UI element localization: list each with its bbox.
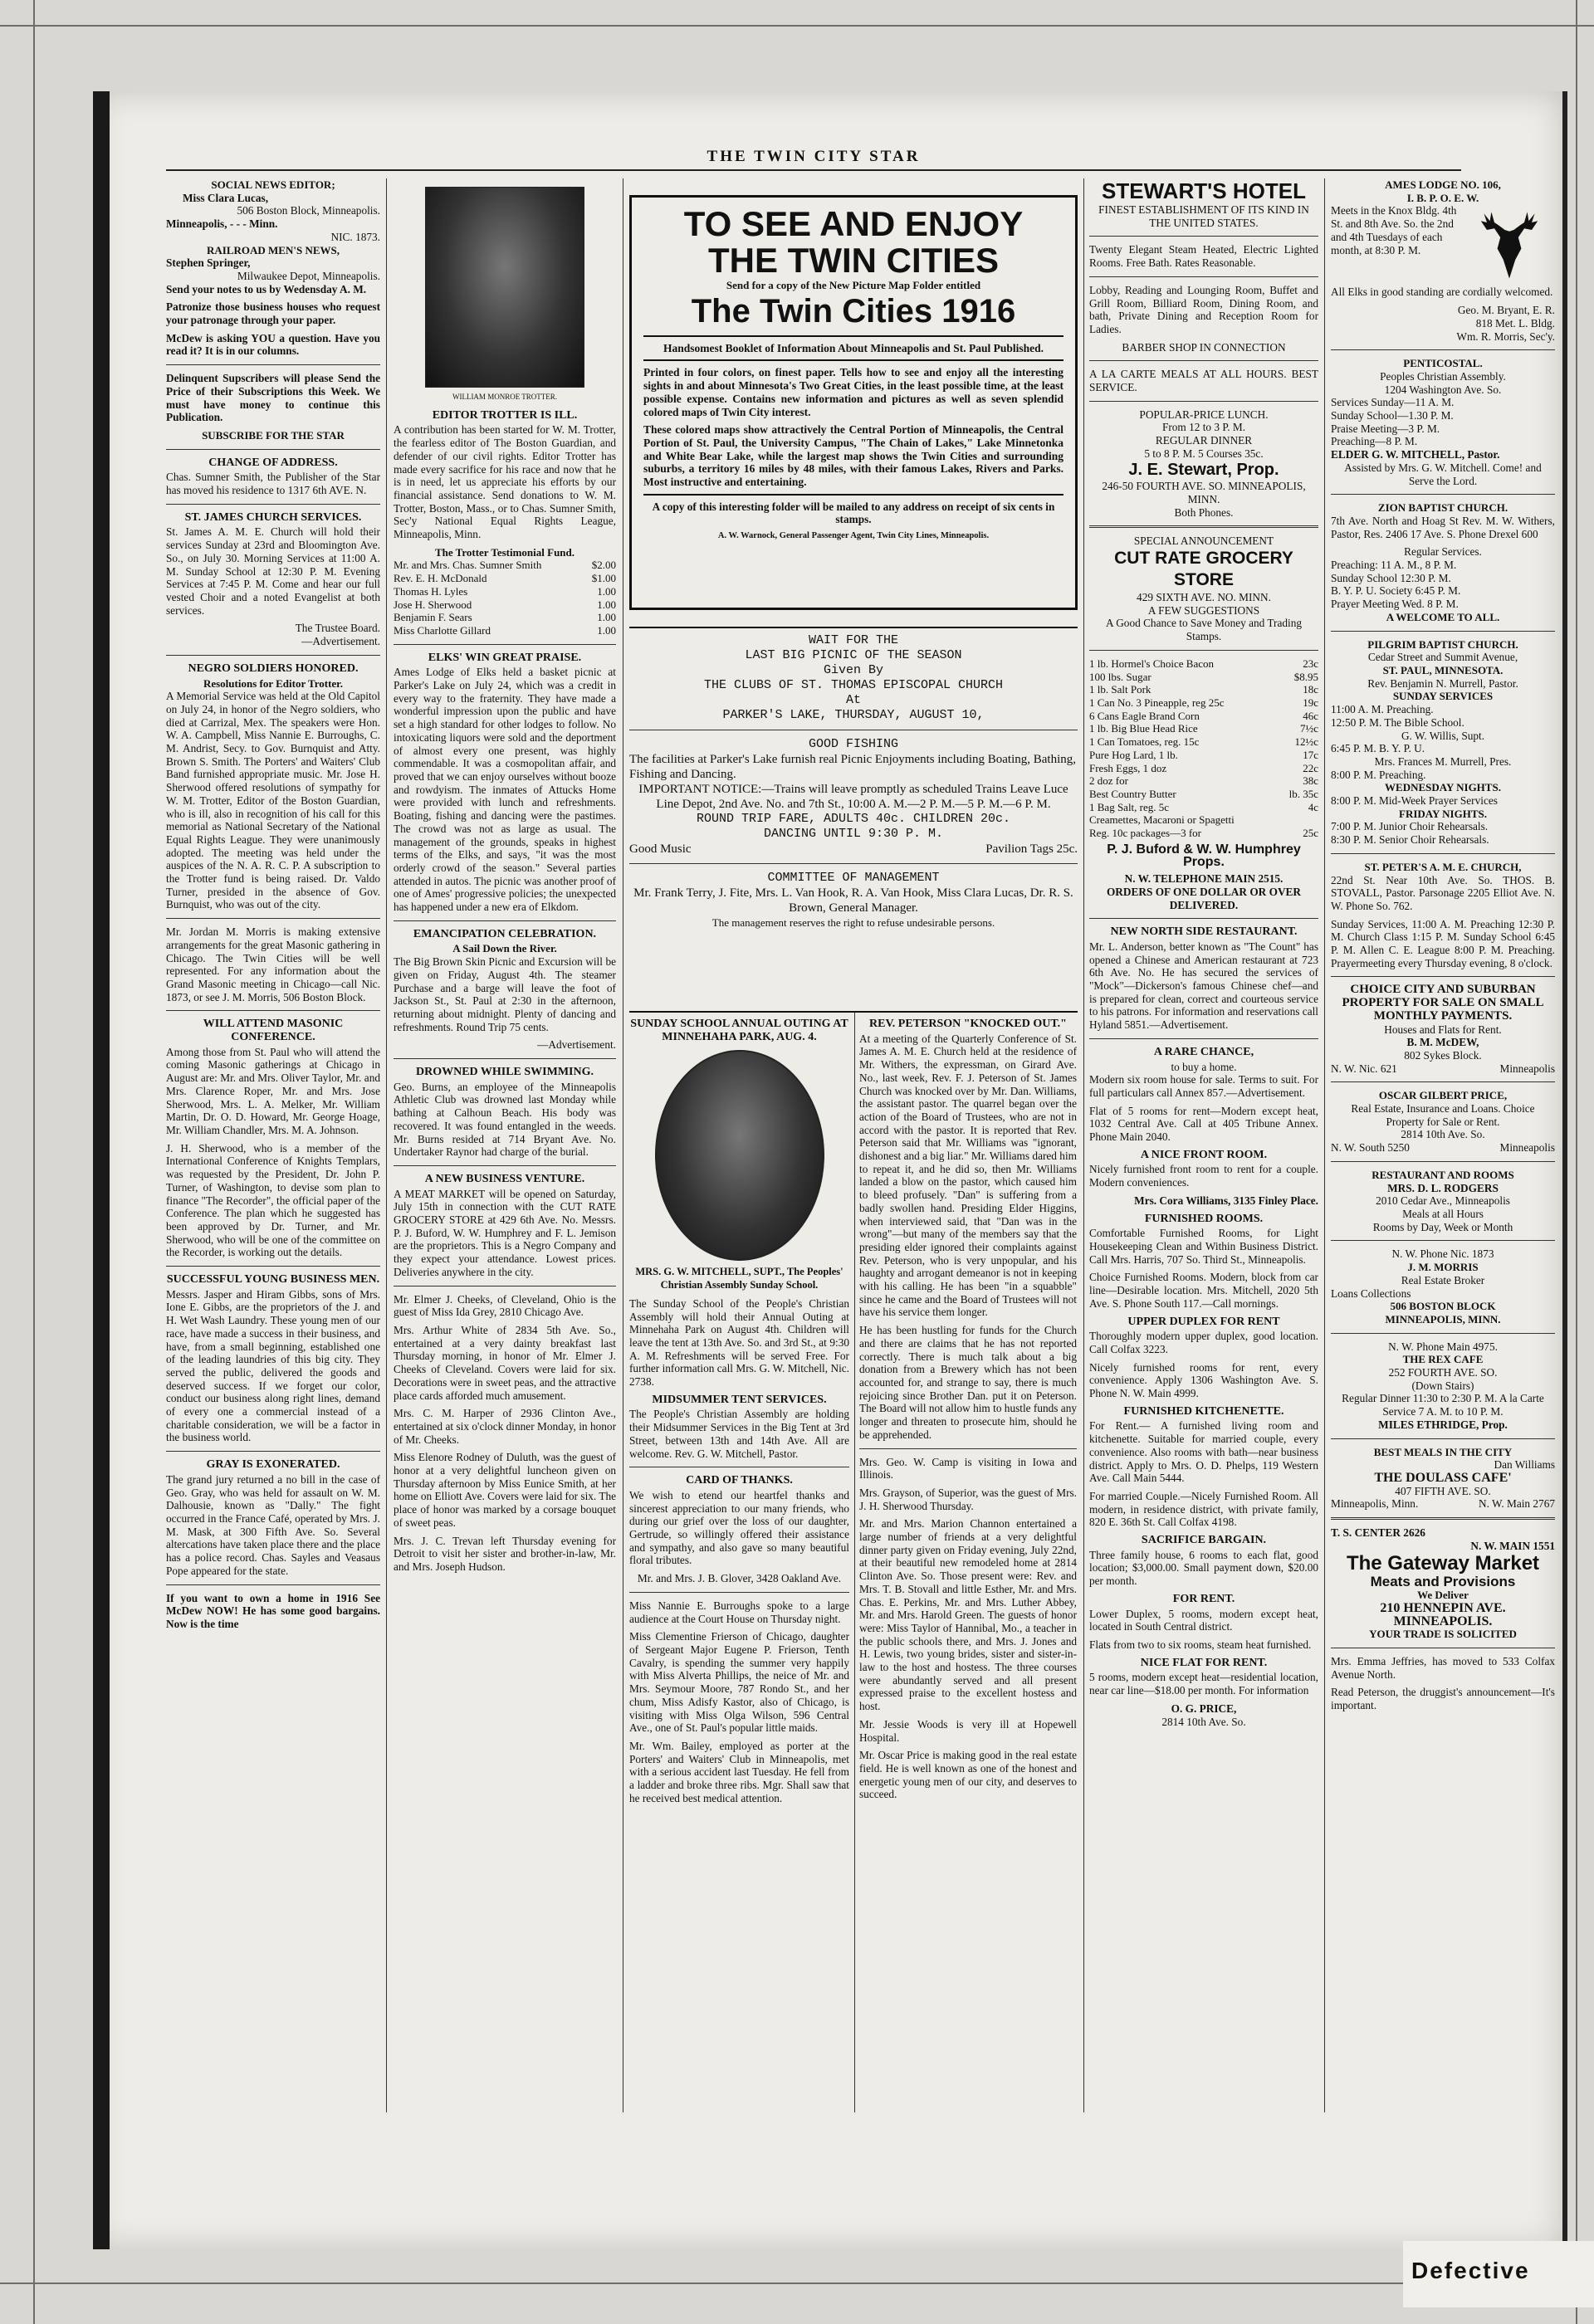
railroad-name: Stephen Springer, xyxy=(166,256,251,270)
pentecostal-elder: ELDER G. W. MITCHELL, Pastor. xyxy=(1331,448,1500,461)
change-address-body: Chas. Sumner Smith, the Publisher of the Star has moved his residence to 1317 6th AVE. N. xyxy=(166,471,380,497)
nice-flat-body: 5 rooms, modern except heat—residential location, near car line—$18.00 per month. For information xyxy=(1089,1671,1318,1697)
price-row: Creamettes, Macaroni or Spagetti xyxy=(1089,813,1235,827)
social-item: Mrs. C. M. Harper of 2936 Clinton Ave., entertained at six o'clock dinner Monday, in honor of Mr. Cheeks. xyxy=(394,1407,616,1446)
pilgrim-pastor: Rev. Benjamin N. Murrell, Pastor. xyxy=(1367,676,1518,690)
social-item: Mr. Oscar Price is making good in the real estate field. He is well known as one of the honest and energetic young men of our city, and deserves to succeed. xyxy=(859,1749,1077,1801)
social-item: Miss Clementine Frierson of Chicago, daughter of Sergeant Major Eugene P. Frierson, Tenth Cavalry, is spending the summer very happily with Miss Alverta Phillips, the neice of Mr. and Mrs. Seymour Moore, 787 Rondo St., and her chum, Miss Adisfy Kastor, also of Chicago, is visiting with Miss Olga Wilson, 596 Central Ave., one of St. Paul's popular little maids. xyxy=(629,1630,849,1735)
hotel-lunch-hours: From 12 to 3 P. M. xyxy=(1161,421,1246,434)
outing-body: The Sunday School of the People's Christian Assembly will hold their Annual Outing at Minnehaha Park on August 4th. Children will leave the tent at 13th Ave. So. and 3rd St., at 9:30 A. M. Refreshments will be served Free. For further information call Mrs. G. W. Mitchell, Nic. 2738. xyxy=(629,1296,849,1389)
young-business-body: Messrs. Jasper and Hiram Gibbs, sons of Mrs. Ione E. Gibbs, are the proprietors of the J. and H. Wet Wash Laundry. These young men of our race, have made a success in their business, and have, from a small beginning, established one of the leading laundries of this big city. They served the public, delivered the goods and deserved success. If we forget our color, conduct our business along right lines, demand of every one a commercial instead of a charitable consideration, we will be a factor in the business world. xyxy=(166,1287,380,1444)
peterson-body-2: He has been hustling for funds for the Church and there are claims that he has not reported correctly. There is much talk about a big donation from a Brewery which has not been accounted for, and strange to say, there is much rejoicing since Brother Dan. put it on Peterson. The Board will not allow him to hustle funds any longer and threaten to prosecute him, should he be apprehended. xyxy=(859,1324,1077,1441)
price-row: 1 Can Tomatoes, reg. 15c 12½c xyxy=(1089,735,1318,749)
rex-body: Regular Dinner 11:30 to 2:30 P. M. A la Carte Service 7 A. M. to 10 P. M. xyxy=(1342,1392,1544,1418)
social-item: Mr. Elmer J. Cheeks, of Cleveland, Ohio is the guest of Miss Ida Grey, 2810 Chicago Ave. xyxy=(394,1292,616,1319)
pilgrim-sub: Cedar Street and Summit Avenue, xyxy=(1367,651,1518,664)
fund-row: Rev. E. H. McDonald $1.00 xyxy=(394,572,616,585)
pilgrim-fri-line: 8:30 P. M. Senior Choir Rehearsals. xyxy=(1331,833,1489,847)
committee-body: Mr. Frank Terry, J. Fite, Mrs. L. Van Hook, R. A. Van Hook, Miss Clara Lucas, Dr. R. S. Brown, General Manager. xyxy=(633,886,1073,915)
pentecostal-head: PENTICOSTAL. xyxy=(1403,357,1483,370)
column-3 xyxy=(629,1013,855,2112)
ames-lodge-sub: I. B. P. O. E. W. xyxy=(1406,191,1479,204)
social-item: Mrs. Geo. W. Camp is visiting in Iowa and Illinois. xyxy=(859,1455,1077,1482)
mcdew-property-head: CHOICE CITY AND SUBURBAN PROPERTY FOR SALE ON SMALL MONTHLY PAYMENTS. xyxy=(1342,983,1544,1023)
forrent-head: FOR RENT. xyxy=(1172,1592,1235,1605)
price-row: Best Country Butter lb. 35c xyxy=(1089,787,1318,800)
mcdew-question: McDew is asking YOU a question. Have you read it? It is in our columns. xyxy=(166,331,380,358)
railroad-head: RAILROAD MEN'S NEWS, xyxy=(207,243,340,256)
duplex-body: Thoroughly modern upper duplex, good location. Call Colfax 3223. xyxy=(1089,1330,1318,1355)
peterson-body: At a meeting of the Quarterly Conference of St. James A. M. E. Church held at the residence of Mr. Withers, the expressman, on Girard Ave. No., last week, Rev. F. J. Peterson of St. James Church was knocked over by Mr. Dan. Williams, the assistant pastor. The quarrel began over the action of the Board of Trustees, who are not in accord with the pastor. It is reported that Rev. Peterson said that Mr. Williams was "ignorant, dishonest and a big liar." Mr. Williams dared him to repeat it, and he did so, then Mr. Williams landed a blow on the pastor, which caused him to bleed profusely. "Dan" is suffering from a badly swollen hand. Presiding Elder Higgins, when interviewed said, that "Dan was in the wrong"—but many of the members say that the presiding elder ignored their complaints against Rev. Peterson, who is very unpopular, and his haughty and arrogant demeanor is not in keeping with his calling. He has been "in a squabble" since he came and the Board of Trustees will not have his service them longer. xyxy=(859,1032,1077,1319)
picnic-fishing: GOOD FISHING xyxy=(808,737,899,751)
railroad-addr: Milwaukee Depot, Minneapolis. xyxy=(237,269,380,282)
morris-name: J. M. MORRIS xyxy=(1407,1261,1479,1274)
rodgers-hours: Meals at all Hours xyxy=(1402,1208,1484,1220)
jordan-morris-body: Mr. Jordan M. Morris is making extensive arrangements for the great Masonic gathering in Chicago. The Twin Cities will be well represented. For any information about the Grand Masonic meeting in Chicago—call Nic. 1873, or see J. M. Morris, 506 Boston Block. xyxy=(166,925,380,1003)
peterson-head: REV. PETERSON "KNOCKED OUT." xyxy=(869,1018,1067,1030)
committee-head: COMMITTEE OF MANAGEMENT xyxy=(767,871,940,885)
fund-row: Benjamin F. Sears 1.00 xyxy=(394,611,616,624)
social-item: Mrs. J. C. Trevan left Thursday evening for Detroit to visit her sister and brother-in-law, Mr. and Mrs. Joseph Hudson. xyxy=(394,1534,616,1573)
kitchenette-head: FURNISHED KITCHENETTE. xyxy=(1123,1404,1284,1418)
rodgers-rooms: Rooms by Day, Week or Month xyxy=(1372,1220,1513,1233)
hotel-meals: A LA CARTE MEALS AT ALL HOURS. BEST SERVICE. xyxy=(1089,368,1318,394)
rex-phone: N. W. Phone Main 4975. xyxy=(1388,1340,1498,1353)
picnic-fare: ROUND TRIP FARE, ADULTS 40c. CHILDREN 20c. xyxy=(696,812,1011,826)
social-editor-addr: 506 Boston Block, Minneapolis. xyxy=(237,204,380,217)
ames-lodge-sign3: Wm. R. Morris, Sec'y. xyxy=(1456,330,1555,343)
fund-table xyxy=(394,559,616,637)
emancipation-body: The Big Brown Skin Picnic and Excursion will be given on Friday, August 4th. The steamer Purchase and a barge will leave the foot of Jackson St., St. Paul at 2:30 in the afternoon, returning about midnight. Plenty of dancing and refreshments. Round Trip 75 cents. xyxy=(394,955,616,1033)
doulass-best-head: BEST MEALS IN THE CITY xyxy=(1373,1445,1513,1458)
defective-stamp: Defective xyxy=(1403,2241,1594,2307)
masonic-body: Among those from St. Paul who will attend the coming Masonic gatherings at Chicago in August are: Mr. and Mrs. Oliver Taylor, Mr. and Mrs. Clarence Roper, Mr. and Mrs. Jose Sherwood, Mrs. L. A. Melker, Mr. William Martin, Dr. O. D. Howard, Mr. George Hoage, Mr. William Chandler, Mrs. M. A. Johnson. xyxy=(166,1045,380,1136)
front-room-body: Nicely furnished front room to rent for a couple. Modern conveniences. xyxy=(1089,1163,1318,1189)
column-5 xyxy=(1089,178,1318,2112)
flats-body: Flats from two to six rooms, steam heat furnished. xyxy=(1089,1638,1312,1651)
gateway-phone2: N. W. MAIN 1551 xyxy=(1470,1539,1555,1552)
price-sign: O. G. PRICE, xyxy=(1171,1702,1237,1715)
doulass-phone: N. W. Main 2767 xyxy=(1479,1497,1555,1511)
gateway-sub: Meats and Provisions xyxy=(1370,1574,1516,1590)
mcdew-name: B. M. McDEW, xyxy=(1406,1036,1479,1049)
social-item: Mr. and Mrs. Marion Channon entertained a large number of friends at a very delightful dinner party given on Friday evening, July 22nd, at their beautiful new remodeled home at 2814 Clinton Ave. So. Those present were: Rev. and Mrs. T. B. Stovall and little Esther, Mr. and Mrs. Chas. E. Perkins, Mr. and Mrs. Luther Abbey, Mr. and Mrs. Harold Green. The guests of honor were: Miss Taylor of Hannibal, Mo., a teacher in the public schools there, and Mrs. J. Jones and H. Lewis, two young brides, sister and sister-in-law to the host and hostess. The three courses were abundantly served and all present expressed praise to the excellent hostess and host. xyxy=(859,1517,1077,1713)
hotel-sub: FINEST ESTABLISHMENT OF ITS KIND IN THE UNITED STATES. xyxy=(1098,203,1309,229)
morris-addr: 506 BOSTON BLOCK xyxy=(1390,1300,1496,1313)
picnic-music: Good Music xyxy=(629,842,692,856)
zion-line: Preaching: 11 A. M., 8 P. M. xyxy=(1331,559,1457,572)
pilgrim-line: 11:00 A. M. Preaching. xyxy=(1331,703,1434,716)
elks-praise-head: ELKS' WIN GREAT PRAISE. xyxy=(428,651,582,664)
rodgers-addr: 2010 Cedar Ave., Minneapolis xyxy=(1376,1194,1510,1208)
column-1 xyxy=(166,178,380,2112)
hotel-prop: J. E. Stewart, Prop. xyxy=(1128,460,1279,479)
map-ad-title: The Twin Cities 1916 xyxy=(643,292,1063,337)
social-item: Mrs. Arthur White of 2834 5th Ave. So., entertained at a very dainty breakfast last Thursday morning, in honor of Mr. Elmer J. Cheeks of Cleveland. Covers were laid for six. Decorations were in sweet peas, and the attractive place cards afforded much amusement. xyxy=(394,1324,616,1402)
masonic-head: WILL ATTEND MASONIC CONFERENCE. xyxy=(203,1018,344,1044)
picnic-facilities: The facilities at Parker's Lake furnish real Picnic Enjoyments including Boating, Bathing, Fishing and Dancing. xyxy=(629,753,1076,781)
doulass-name: THE DOULASS CAFE' xyxy=(1374,1470,1512,1485)
pilgrim-sunday-head: SUNDAY SERVICES xyxy=(1392,690,1494,703)
patronize-note: Patronize those business houses who request your patronage through your paper. xyxy=(166,300,380,327)
zion-regular: Regular Services. xyxy=(1404,545,1482,559)
grocery-special: SPECIAL ANNOUNCEMENT xyxy=(1133,535,1274,548)
oscar-price-body: Real Estate, Insurance and Loans. Choice Property for Sale or Rent. xyxy=(1351,1102,1535,1128)
fund-row: Thomas H. Lyles 1.00 xyxy=(394,584,616,598)
social-editor-name: Miss Clara Lucas, xyxy=(183,191,269,204)
hotel-head: STEWART'S HOTEL xyxy=(1102,178,1306,203)
social-item: Mr. Jessie Woods is very ill at Hopewell Hospital. xyxy=(859,1717,1077,1744)
price-row: 2 doz for 38c xyxy=(1089,774,1318,788)
mcdew-property-sub: Houses and Flats for Rent. xyxy=(1384,1023,1502,1036)
mcdew-home-ad: If you want to own a home in 1916 See McDew NOW! He has some good bargains. Now is the time xyxy=(166,1591,380,1630)
social-editor-city: Minneapolis, - - - Minn. xyxy=(166,217,278,231)
elk-head-icon xyxy=(1464,208,1555,282)
delinquent-notice: Delinquent Supscribers will please Send the Price of their Subscriptions this Week. We must have money to continue this Publication. xyxy=(166,372,380,424)
picnic-place: PARKER'S LAKE, THURSDAY, AUGUST 10, xyxy=(722,708,985,722)
emancipation-sub: A Sail Down the River. xyxy=(452,942,557,955)
stjames-sign: The Trustee Board. xyxy=(295,622,380,635)
grocery-chance: A Good Chance to Save Money and Trading Stamps. xyxy=(1106,617,1302,643)
mcdew-city: Minneapolis xyxy=(1499,1062,1555,1075)
pentecostal-line: Services Sunday—11 A. M. xyxy=(1331,396,1455,409)
rodgers-head: RESTAURANT AND ROOMS xyxy=(1372,1168,1514,1181)
front-room-head: A NICE FRONT ROOM. xyxy=(1140,1148,1268,1161)
negro-soldiers-sub: Resolutions for Editor Trotter. xyxy=(203,676,344,690)
picnic-ad xyxy=(629,627,1078,1013)
zion-line: B. Y. P. U. Society 6:45 P. M. xyxy=(1331,584,1461,598)
map-folder-ad xyxy=(629,195,1078,610)
stjames-adv: —Advertisement. xyxy=(301,635,380,648)
outing-head: SUNDAY SCHOOL ANNUAL OUTING AT MINNEHAHA PARK, AUG. 4. xyxy=(630,1018,848,1043)
nice-flat-head: NICE FLAT FOR RENT. xyxy=(1140,1656,1268,1669)
gateway-deliver: We Deliver xyxy=(1417,1589,1469,1602)
grocery-head: CUT RATE GROCERY STORE xyxy=(1114,549,1293,590)
hotel-addr: 246-50 FOURTH AVE. SO. MINNEAPOLIS, MINN. xyxy=(1102,480,1306,505)
trotter-head: EDITOR TROTTER IS ILL. xyxy=(432,408,578,422)
price-row: 1 Bag Salt, reg. 5c 4c xyxy=(1089,800,1318,813)
grocery-phone: N. W. TELEPHONE MAIN 2515. xyxy=(1124,872,1284,886)
flat-body: Flat of 5 rooms for rent—Modern except heat, 1032 Central Ave. Call at 405 Tribune Annex. Phone Main 2040. xyxy=(1089,1104,1318,1144)
hotel-lunch: POPULAR-PRICE LUNCH. xyxy=(1139,408,1269,421)
choice-rooms-body: Choice Furnished Rooms. Modern, block from car line—Desirable location. Mrs. Mitchell, 2020 5th Ave. S. Phone South 117.—Call mornings. xyxy=(1089,1271,1318,1310)
grocery-price-table xyxy=(1089,657,1318,840)
emancipation-adv: —Advertisement. xyxy=(537,1038,616,1052)
furnished-body: Comfortable Furnished Rooms, for Light Housekeeping Clean and Within Business District. Call Mrs. Harris, 707 So. Third St., Minneapolis. xyxy=(1089,1227,1318,1266)
drowned-head: DROWNED WHILE SWIMMING. xyxy=(415,1066,594,1079)
rare-head: A RARE CHANCE, xyxy=(1153,1045,1254,1058)
price-row: Reg. 10c packages—3 for 25c xyxy=(1089,827,1318,840)
doulass-owner: Dan Williams xyxy=(1494,1458,1555,1472)
social-editor-phone: NIC. 1873. xyxy=(330,230,380,243)
pilgrim-line: 8:00 P. M. Preaching. xyxy=(1331,768,1426,781)
doulass-addr: 407 FIFTH AVE. SO. xyxy=(1395,1484,1491,1497)
map-ad-line1: TO SEE AND ENJOY xyxy=(683,204,1024,243)
social-item: Miss Nannie E. Burroughs spoke to a large audience at the Court House on Thursday night. xyxy=(629,1599,849,1625)
column-2 xyxy=(394,178,616,2112)
venture-head: A NEW BUSINESS VENTURE. xyxy=(424,1172,585,1185)
zion-line: Prayer Meeting Wed. 8 P. M. xyxy=(1331,598,1459,611)
picnic-at: At xyxy=(845,693,861,707)
map-ad-send: Send for a copy of the New Picture Map Folder entitled xyxy=(726,279,981,291)
nicely-body: Nicely furnished rooms for rent, every convenience. Apply 1306 Washington Ave. S. Phone N. W. Main 4999. xyxy=(1089,1360,1318,1400)
social-editor-head: SOCIAL NEWS EDITOR; xyxy=(211,178,335,191)
map-ad-booklet: Handsomest Booklet of Information About Minneapolis and St. Paul Published. xyxy=(643,342,1063,362)
picnic-last: LAST BIG PICNIC OF THE SEASON xyxy=(745,648,962,662)
column-6 xyxy=(1331,178,1555,2112)
ames-lodge-sign2: 818 Met. L. Bldg. xyxy=(1475,316,1555,330)
mitchell-caption: MRS. G. W. MITCHELL, SUPT., The Peoples' Christian Assembly Sunday School. xyxy=(635,1266,843,1291)
masonic-body-2: J. H. Sherwood, who is a member of the International Conference of Knights Templars, was requested by the President, Dr. John P. Turner, of Washington, to devise som plan to finance "The Recorder", the official paper of the Conference. The plan which he suggested has been approved by Dr. Turner, and Mr. Sherwood, who will be one of the committee on the Recorder, is working out the details. xyxy=(166,1141,380,1259)
pentecostal-line: Praise Meeting—3 P. M. xyxy=(1331,422,1440,435)
thanks-sign: Mr. and Mrs. J. B. Glover, 3428 Oakland Ave. xyxy=(637,1572,842,1585)
price-row: 100 lbs. Sugar $8.95 xyxy=(1089,670,1318,683)
pilgrim-city: ST. PAUL, MINNESOTA. xyxy=(1382,663,1504,676)
oscar-price-phone: N. W. South 5250 xyxy=(1331,1141,1410,1155)
fund-row: Miss Charlotte Gillard 1.00 xyxy=(394,623,616,637)
hotel-lobby: Lobby, Reading and Lounging Room, Buffet and Grill Room, Billiard Room, Dining Room, and bath, Private Dining and Reception Room for Ladies. xyxy=(1089,283,1318,335)
hotel-rooms: Twenty Elegant Steam Heated, Electric Lighted Rooms. Free Bath. Rates Reasonable. xyxy=(1089,243,1318,270)
price-row: 1 Can No. 3 Pineapple, reg 25c 19c xyxy=(1089,696,1318,709)
ames-lodge-body: Meets in the Knox Bldg. 4th St. and 8th Ave. So. the 2nd and 4th Tuesdays of each month, at 8:30 P. M. xyxy=(1331,204,1457,256)
pilgrim-fri-line: 7:00 P. M. Junior Choir Rehearsals. xyxy=(1331,820,1489,833)
thanks-head: CARD OF THANKS. xyxy=(686,1474,793,1487)
doulass-city: Minneapolis, Minn. xyxy=(1331,1497,1419,1511)
pentecostal-addr: 1204 Washington Ave. So. xyxy=(1384,383,1502,396)
trotter-caption: WILLIAM MONROE TROTTER. xyxy=(452,393,558,401)
trotter-body: A contribution has been started for W. M. Trotter, the fearless editor of The Boston Guardian, and defender of our civil rights. Editor Trotter has made every sacrifice for his race and now that he is in need, let us appreciate his efforts by our financial assistance. Send donations to W. M. Trotter, Boston, Mass., or to Chas. Sumner Smith, Sec'y National Equal Rights League, Minneapolis, Minn. xyxy=(394,423,616,541)
elks-praise-body: Ames Lodge of Elks held a basket picnic at Parker's Lake on July 24, which was a credit in every way to the fraternity. They have made a wonderful impression upon the public and have set a high standard for other lodges to follow. No intoxicating liquors were sold and the deportment of almost every one present, was highly commendable. It was a cosmopolitan affair, and proved that we can enjoy ourselves without booze and rowdyism. The inmates of Attucks Home were provided with lunch and refreshments. Boating, fishing and dancing were the pastimes. The crowd was not as large as usual. The management of the grounds, speaks in highest terms of the Elks, and says, "it was the most orderly crowd of the season." Several parties attended in autos. The picnic was another proof of one of Ames' progressive policies; the unexpected has happened under a new era of Elkdom. xyxy=(394,666,616,914)
fund-row: Jose H. Sherwood 1.00 xyxy=(394,598,616,611)
peterson-druggist-note: Read Peterson, the druggist's announcement—It's important. xyxy=(1331,1686,1555,1712)
price-row: Fresh Eggs, 1 doz 22c xyxy=(1089,761,1318,774)
zion-welcome: A WELCOME TO ALL. xyxy=(1386,610,1500,623)
social-item: Miss Elenore Rodney of Duluth, was the guest of honor at a very delightful luncheon given on Thursday afternoon by Miss Eunice Smith, at her home on Elliott Ave. Covers were laid for six. The place of honor was marked by a corsage bouquet of sweet peas. xyxy=(394,1451,616,1529)
map-ad-body1: Printed in four colors, on finest paper. Tells how to see and enjoy all the interesting sights in and about Minnesota's Two Great Cities, in the least possible time, at the least possible expense. Contains new information and pictures as well as seven splendid colored maps of Twin City interest. xyxy=(643,366,1063,418)
morris-city: MINNEAPOLIS, MINN. xyxy=(1385,1312,1501,1326)
hotel-phones: Both Phones. xyxy=(1174,505,1234,519)
hotel-barber: BARBER SHOP IN CONNECTION xyxy=(1122,340,1286,354)
stjames-head: ST. JAMES CHURCH SERVICES. xyxy=(184,510,362,524)
price-row: 1 lb. Salt Pork 18c xyxy=(1089,683,1318,696)
subscribe-line: SUBSCRIBE FOR THE STAR xyxy=(202,428,345,442)
pilgrim-line: Mrs. Frances M. Murrell, Pres. xyxy=(1374,754,1512,768)
gateway-phone1: T. S. CENTER 2626 xyxy=(1331,1526,1425,1540)
price-row: 1 lb. Big Blue Head Rice 7½c xyxy=(1089,722,1318,735)
restaurant-head: NEW NORTH SIDE RESTAURANT. xyxy=(1110,925,1298,939)
oscar-price-name: OSCAR GILBERT PRICE, xyxy=(1378,1089,1508,1102)
kitchenette-body: For Rent.— A furnished living room and kitchenette. Suitable for married couple, every convenience. Also rooms with bath—near business district. Apply to Mrs. O. D. Phelps, 119 Western Ave. Call Main 5444. xyxy=(1089,1419,1318,1485)
gray-body: The grand jury returned a no bill in the case of Geo. Gray, who was held for assault on W. M. Dalhousie, known as "Dally." The fight occurred in the France Café, operated by Mrs. J. M. Mask, at 300 Fifth Ave. So. Several altercations have taken place there and the place has a police record. Chas. Sayles and Veasaus Pope appeared for the state. xyxy=(166,1472,380,1577)
negro-soldiers-head: NEGRO SOLDIERS HONORED. xyxy=(188,662,359,675)
emancipation-head: EMANCIPATION CELEBRATION. xyxy=(413,927,597,940)
jeffries-note: Mrs. Emma Jeffries, has moved to 533 Colfax Avenue North. xyxy=(1331,1654,1555,1681)
furnished-head: FURNISHED ROOMS. xyxy=(1144,1212,1264,1225)
tent-head: MIDSUMMER TENT SERVICES. xyxy=(652,1393,827,1406)
pilgrim-line: 12:50 P. M. The Bible School. xyxy=(1331,715,1464,729)
column-4 xyxy=(859,1013,1077,2112)
couple-body: For married Couple.—Nicely Furnished Room. All modern, in residence district, with private family, 820 E. 36th St. Call Colfax 4198. xyxy=(1089,1489,1318,1529)
stpeter-services: Sunday Services, 11:00 A. M. Preaching 12:30 P. M. Church Class 1:15 P. M. Sunday School 6:45 P. M. Allen C. E. League 8:00 P. M. Preaching. Prayermeeting every Thursday evening, 8 o'clock. xyxy=(1331,917,1555,969)
gateway-addr: 210 HENNEPIN AVE. xyxy=(1380,1600,1506,1615)
rex-prop: MILES ETHRIDGE, Prop. xyxy=(1378,1418,1508,1431)
gray-head: GRAY IS EXONERATED. xyxy=(206,1458,340,1472)
sacrifice-head: SACRIFICE BARGAIN. xyxy=(1141,1534,1267,1547)
trotter-portrait xyxy=(425,187,584,388)
picnic-notice: IMPORTANT NOTICE:—Trains will leave promptly as scheduled Trains Leave Luce Line Depot, 2nd Ave. No. and 7th St., 10:00 A. M.—2 P. M.—5 P. M.—6 P. M. xyxy=(638,783,1068,811)
ames-lodge-head: AMES LODGE NO. 106, xyxy=(1385,178,1501,191)
stpeter-head: ST. PETER'S A. M. E. CHURCH, xyxy=(1364,860,1522,873)
change-address-head: CHANGE OF ADDRESS. xyxy=(208,456,338,469)
rex-addr: 252 FOURTH AVE. SO. xyxy=(1388,1366,1498,1379)
negro-soldiers-body: A Memorial Service was held at the Old Capitol on July 24, in honor of the Negro soldiers, who died at Carrizal, Mex. The speakers were Hon. W. A. Campbell, Miss Nannie E. Burroughs, C. M. Andrist, Secy. to Gov. Burnquist and Atty. Brown S. Smith. The Porters' and Waiters' Club Band furnished appropriate music. Mr. Jose H. Sherwood offered resolutions of sympathy for W. M. Trotter, Editor of the Boston Guardian, who is ill, also in recognition of his call for this memorial as National Secretary of the National Equal Rights League. They were unanimously adopted. The meeting was held under the auspices of the N. A. R. C. P. A subscription to the Trotter fund is being raised. Dr. Valdo Turner, presided in the absence of Gov. Burnquist, who was out of the city. xyxy=(166,690,380,911)
venture-body: A MEAT MARKET will be opened on Saturday, July 15th in connection with the CUT RATE GROCERY STORE at 429 6th Ave. No. Messrs. P. J. Buford, W. W. Humphrey and F. L. Jemison are the proprietors. This is a Negro Company and they expect your attendance. Lowest prices. Deliveries anywhere in the city. xyxy=(394,1187,616,1278)
gateway-name: The Gateway Market xyxy=(1346,1552,1540,1575)
grocery-addr: 429 SIXTH AVE. NO. MINN. xyxy=(1137,591,1271,604)
gateway-solicit: YOUR TRADE IS SOLICITED xyxy=(1369,1628,1517,1641)
committee-reserve: The management reserves the right to refuse undesirable persons. xyxy=(711,916,995,929)
railroad-send: Send your notes to us by Wedensday A. M. xyxy=(166,282,367,295)
ames-lodge-sign1: Geo. M. Bryant, E. R. xyxy=(1457,304,1555,317)
pilgrim-line: G. W. Willis, Supt. xyxy=(1401,729,1485,742)
rex-head: THE REX CAFE xyxy=(1402,1353,1484,1366)
pilgrim-head: PILGRIM BAPTIST CHURCH. xyxy=(1367,637,1518,651)
mcdew-addr: 802 Sykes Block. xyxy=(1404,1048,1482,1062)
pentecostal-line: Preaching—8 P. M. xyxy=(1331,435,1418,448)
picnic-wait: WAIT FOR THE xyxy=(808,633,899,647)
price-row: 6 Cans Eagle Brand Corn 46c xyxy=(1089,709,1318,722)
pentecostal-assist: Assisted by Mrs. G. W. Mitchell. Come! and Serve the Lord. xyxy=(1344,461,1542,487)
zion-line: Sunday School 12:30 P. M. xyxy=(1331,571,1451,584)
gateway-city: MINNEAPOLIS. xyxy=(1393,1614,1493,1628)
hotel-dinner: REGULAR DINNER xyxy=(1155,434,1253,447)
pilgrim-fri-head: FRIDAY NIGHTS. xyxy=(1399,807,1487,820)
pilgrim-wed-head: WEDNESDAY NIGHTS. xyxy=(1385,781,1501,794)
morris-loans: Loans Collections xyxy=(1331,1286,1411,1300)
rodgers-name: MRS. D. L. RODGERS xyxy=(1387,1181,1499,1194)
picnic-given: Given By xyxy=(823,663,883,677)
price-addr: 2814 10th Ave. So. xyxy=(1161,1715,1246,1728)
fund-head: The Trotter Testimonial Fund. xyxy=(434,545,575,559)
rare-body: Modern six room house for sale. Terms to suit. For full particulars call Annex 857.—Advertisement. xyxy=(1089,1073,1318,1099)
pentecostal-line: Sunday School—1.30 P. M. xyxy=(1331,409,1454,422)
price-row: Pure Hog Lard, 1 lb. 17c xyxy=(1089,748,1318,761)
pilgrim-line: 6:45 P. M. B. Y. P. U. xyxy=(1331,742,1425,755)
picnic-clubs: THE CLUBS OF ST. THOMAS EPISCOPAL CHURCH xyxy=(703,678,1004,692)
hotel-dinner-hours: 5 to 8 P. M. 5 Courses 35c. xyxy=(1144,447,1264,460)
restaurant-body: Mr. L. Anderson, better known as "The Count" has opened a Chinese and American restaurant at 723 6th Ave. No. He has secured the services of "Mock"—Dickerson's famous Chinese chef—and is prepared for clean, correct and courteous service to his patrons. For information and reservations call Hyland 5851.—Advertisement. xyxy=(1089,940,1318,1032)
forrent-body: Lower Duplex, 5 rooms, modern except heat, located in South Central district. xyxy=(1089,1607,1318,1633)
sacrifice-body: Three family house, 6 rooms to each flat, good location; $3,000.00. Small payment down, $20.00 per month. xyxy=(1089,1548,1318,1588)
map-ad-agent: A. W. Warnock, General Passenger Agent, Twin City Lines, Minneapolis. xyxy=(717,531,990,541)
oscar-price-addr: 2814 10th Ave. So. xyxy=(1401,1128,1485,1141)
fund-row: Mr. and Mrs. Chas. Sumner Smith $2.00 xyxy=(394,559,616,572)
picnic-dancing: DANCING UNTIL 9:30 P. M. xyxy=(763,827,944,841)
mcdew-phone: N. W. Nic. 621 xyxy=(1331,1062,1397,1075)
grocery-suggestions: A FEW SUGGESTIONS xyxy=(1147,603,1260,617)
social-item: Mr. Wm. Bailey, employed as porter at the Porters' and Waiters' Club in Minneapolis, met with a serious accident last Tuesday. He fell from a ladder and broke three ribs. Mgr. Shall saw that he received best medical attention. xyxy=(629,1739,849,1804)
duplex-head: UPPER DUPLEX FOR RENT xyxy=(1127,1315,1280,1328)
map-ad-line2: THE TWIN CITIES xyxy=(708,241,999,280)
zion-head: ZION BAPTIST CHURCH. xyxy=(1377,501,1508,515)
drowned-body: Geo. Burns, an employee of the Minneapolis Athletic Club was drowned last Monday while bathing at Calhoun Beach. His body was recovered. It was found entangled in the weeds. Mr. Burns resided at 714 Bryant Ave. No. Undertaker Raynor had charge of the burial. xyxy=(394,1080,616,1159)
price-row: 1 lb. Hormel's Choice Bacon 23c xyxy=(1089,657,1318,670)
mitchell-portrait xyxy=(655,1050,824,1261)
oscar-price-city: Minneapolis xyxy=(1499,1141,1555,1155)
rare-sub: to buy a home. xyxy=(1171,1060,1237,1073)
map-ad-mail: A copy of this interesting folder will be mailed to any address on receipt of six cents in stamps. xyxy=(652,500,1055,526)
ames-lodge-welcome: All Elks in good standing are cordially welcomed. xyxy=(1331,286,1553,299)
tent-body: The People's Christian Assembly are holding their Midsummer Services in the Big Tent at 3rd Street, between 13th and 14th Ave. All are welcome. Rev. G. W. Mitchell, Pastor. xyxy=(629,1408,849,1460)
social-item: Mrs. Grayson, of Superior, was the guest of Mrs. J. H. Sherwood Thursday. xyxy=(859,1486,1077,1512)
pilgrim-wed-line: 8:00 P. M. Mid-Week Prayer Services xyxy=(1331,794,1498,808)
masthead: THE TWIN CITY STAR xyxy=(166,148,1461,171)
thanks-body: We wish to etend our heartfel thanks and sincerest appreciation to our many friends, who during our grief over the loss of our daughter, Gertrude, so willingly offered their assistance and sympathy, and also gave so many beautiful floral tributes. xyxy=(629,1488,849,1567)
rex-downstairs: (Down Stairs) xyxy=(1411,1379,1474,1392)
front-room-sign: Mrs. Cora Williams, 3135 Finley Place. xyxy=(1134,1194,1318,1207)
pentecostal-sub: Peoples Christian Assembly. xyxy=(1380,369,1506,383)
grocery-orders: ORDERS OF ONE DOLLAR OR OVER DELIVERED. xyxy=(1106,885,1302,911)
morris-phone: N. W. Phone Nic. 1873 xyxy=(1391,1247,1494,1261)
stjames-body: St. James A. M. E. Church will hold their services Sunday at 23rd and Bloomington Ave. So., on July 30. Morning Services at 11:00 A. M. Sunday School at 12:30 P. M. Evening Services at 7:45 P. M. Come and hear our full vested Choir and a noted Evangelist at both services. xyxy=(166,525,380,617)
map-ad-body2: These colored maps show attractively the Central Portion of Minneapolis, the Central Portion of St. Paul, the University Campus, "The Chain of Lakes," Lake Minnetonka and White Bear Lake, while the largest map shows the Twin Cities and surrounding suburbs, a territory 16 miles by 48 miles, with their famous Lakes, Rivers and Parks. Most instructive and entertaining. xyxy=(643,423,1063,489)
stpeter-body: 22nd St. Near 10th Ave. So. THOS. B. STOVALL, Pastor. Parsonage 2205 Elliot Ave. N. W. Phone So. 762. xyxy=(1331,873,1555,912)
young-business-head: SUCCESSFUL YOUNG BUSINESS MEN. xyxy=(166,1273,380,1286)
page-binding-edge xyxy=(93,91,110,2249)
picnic-pavilion: Pavilion Tags 25c. xyxy=(985,842,1078,856)
zion-body: 7th Ave. North and Hoag St Rev. M. W. Withers, Pastor, Res. 2406 17 Ave. S. Phone Drexel 600 xyxy=(1331,514,1555,540)
grocery-props: P. J. Buford & W. W. Humphrey Props. xyxy=(1107,842,1301,870)
morris-sub: Real Estate Broker xyxy=(1401,1273,1485,1286)
